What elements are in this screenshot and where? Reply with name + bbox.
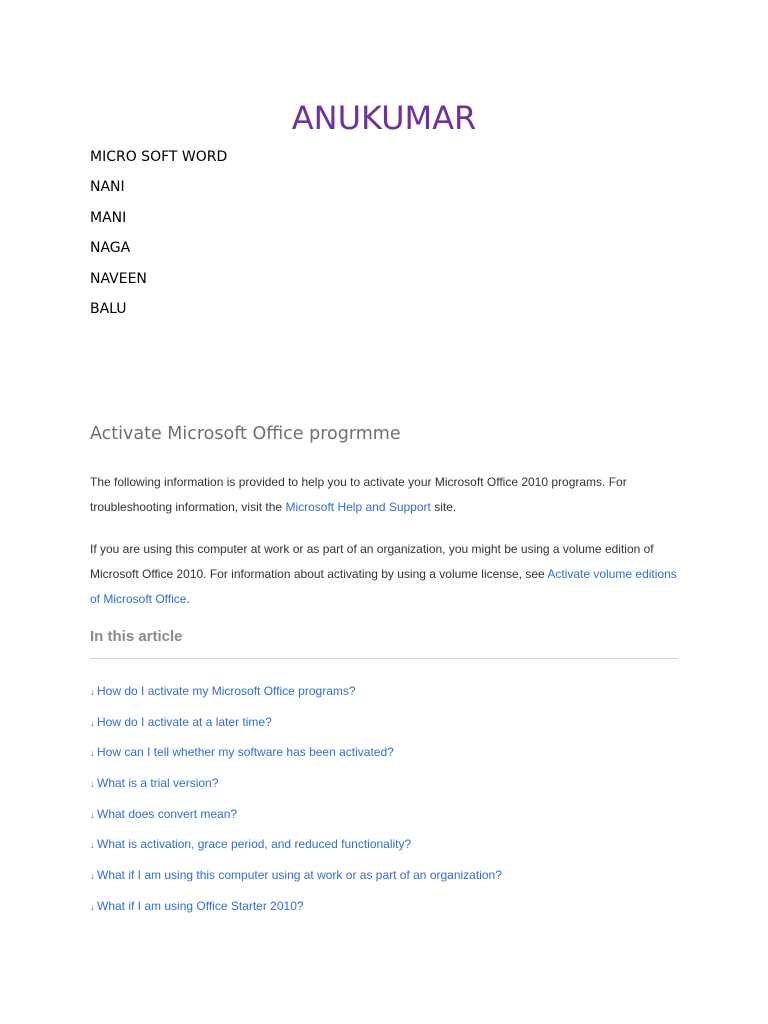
toc-link[interactable]: How do I activate at a later time? [97,714,272,729]
toc-item [90,867,680,898]
toc-item [90,714,680,745]
toc-item [90,744,680,775]
toc-link[interactable]: What is a trial version? [97,776,219,791]
toc-list [90,683,680,929]
volume-text: If you are using this computer at work or as part of an organization, you might be using a volume edition of Microsoft Office 2010. For information about activating by using a volume license, see [90,542,654,581]
toc-item [90,806,680,837]
intro-paragraph [90,470,680,520]
article-section [90,420,680,929]
name-item: NAVEEN [90,270,147,287]
toc-link[interactable]: What is activation, grace period, and reduced functionality? [97,837,412,852]
toc-link[interactable]: How can I tell whether my software has been activated? [97,745,394,760]
name-list [90,146,227,328]
name-item: MICRO SOFT WORD [90,149,228,165]
help-support-link[interactable]: Microsoft Help and Support [285,500,431,514]
down-arrow-icon: ↓ [90,840,95,851]
name-item: MANI [90,209,127,226]
name-item: BALU [90,300,127,317]
toc-item [90,775,680,806]
down-arrow-icon: ↓ [90,748,95,759]
document-title: ANUKUMAR [291,99,477,137]
volume-text-end: . [186,592,190,606]
toc-heading: In this article [90,628,183,645]
toc-link[interactable]: How do I activate my Microsoft Office programs? [97,684,356,698]
down-arrow-icon: ↓ [90,871,95,882]
intro-text: The following information is provided to help you to activate your Microsoft Office 2010 programs. For troubleshooting information, visit the [90,475,627,514]
down-arrow-icon: ↓ [90,779,95,790]
down-arrow-icon: ↓ [90,901,95,912]
name-item: NANI [90,179,125,196]
intro-text-end: site. [430,500,457,514]
volume-editions-link[interactable]: Activate volume editions of Microsoft Office [90,567,677,606]
down-arrow-icon: ↓ [90,717,95,728]
toc-item [90,683,680,714]
toc-link[interactable]: What if I am using this computer using at work or as part of an organization? [97,868,502,883]
down-arrow-icon: ↓ [90,809,95,820]
volume-paragraph [90,537,680,612]
toc-item [90,836,680,867]
toc-link[interactable]: What if I am using Office Starter 2010? [97,898,304,913]
toc-item [90,898,680,929]
toc-link[interactable]: What does convert mean? [97,806,238,821]
name-item: NAGA [90,240,131,257]
down-arrow-icon: ↓ [90,687,95,697]
article-heading: Activate Microsoft Office progrmme [90,424,401,444]
divider [90,658,678,659]
